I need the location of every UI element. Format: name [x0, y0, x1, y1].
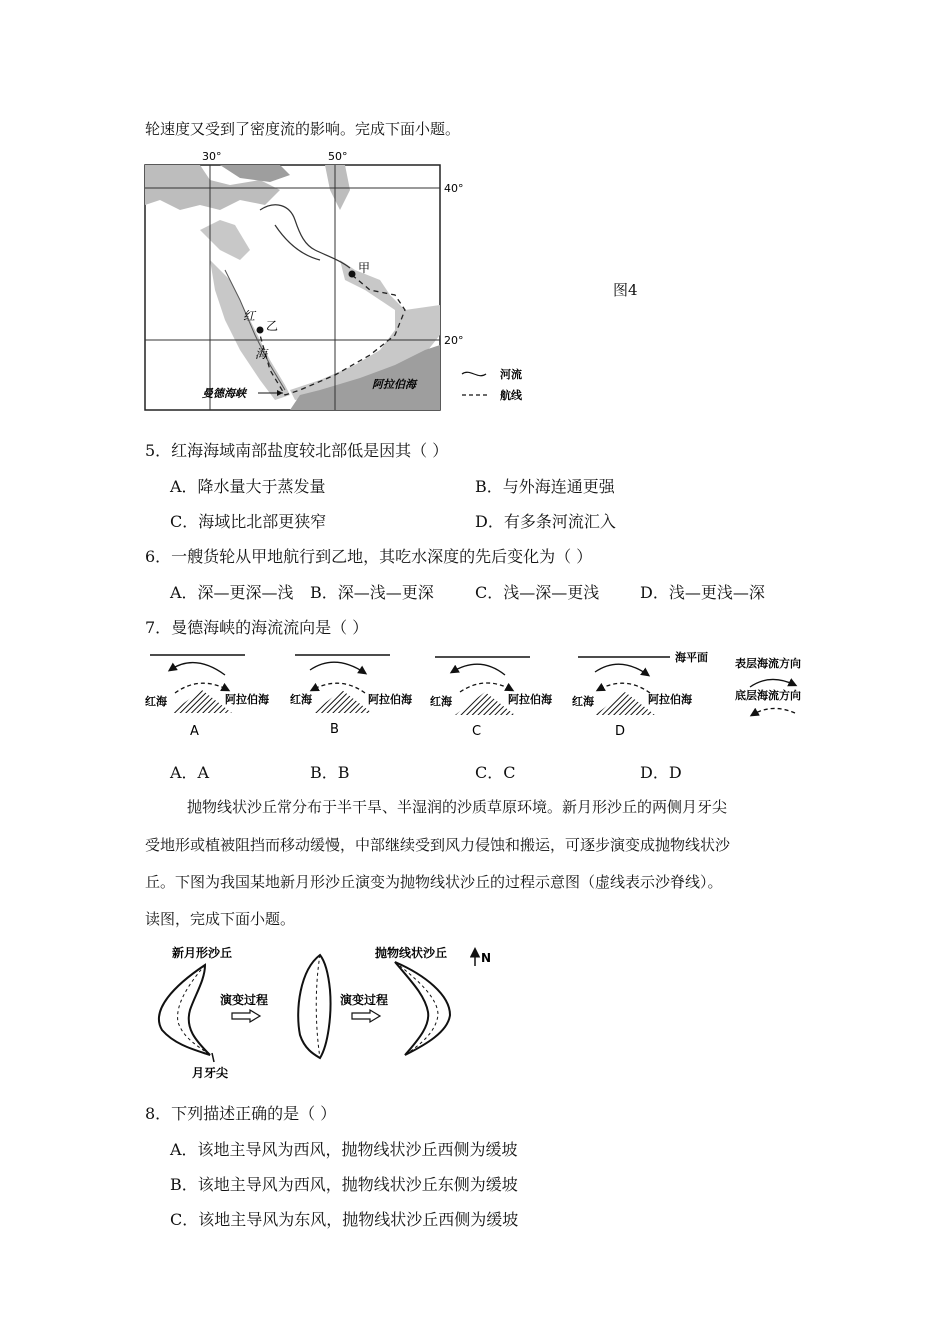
q6-option-c[interactable]: C．浅—深—更浅: [475, 583, 600, 602]
q7-option-b[interactable]: B．B: [310, 763, 350, 782]
diagram-a: [145, 655, 270, 739]
point-jia: [349, 271, 356, 278]
middle-dune: [298, 955, 330, 1058]
label-arabian-sea: 阿拉伯海: [372, 378, 416, 391]
diagram-b: [290, 655, 413, 737]
svg-text:红海: 红海: [572, 695, 594, 708]
diagram-c-surface-arrow: [452, 664, 505, 675]
diagram-d: [572, 650, 708, 739]
q6-option-d[interactable]: D．浅—更浅—深: [640, 583, 765, 602]
legend-river-symbol: [462, 372, 486, 375]
diagram-a-sill: [170, 690, 232, 713]
q5-option-d[interactable]: D．有多条河流汇入: [475, 512, 616, 531]
current-diagrams: [140, 645, 820, 745]
q6-stem: 6．一艘货轮从甲地航行到乙地，其吃水深度的先后变化为（ ）: [145, 547, 593, 566]
q6-option-a[interactable]: A．深—更深—浅: [170, 583, 294, 602]
label-red-2: 海: [255, 347, 268, 361]
svg-text:A: A: [190, 724, 199, 739]
crescent-dune: [159, 965, 210, 1055]
q7-option-d[interactable]: D．D: [640, 763, 682, 782]
q5-option-c[interactable]: C．海域比北部更狭窄: [170, 512, 327, 531]
lat-label-20: 20°: [444, 334, 464, 347]
diagram-c-sill: [455, 692, 515, 715]
label-jia: 甲: [358, 261, 371, 275]
process-arrow-2: [352, 1010, 380, 1022]
q6-option-b[interactable]: B．深—浅—更深: [310, 583, 434, 602]
svg-text:红海: 红海: [290, 693, 312, 706]
q5-option-a[interactable]: A．降水量大于蒸发量: [170, 477, 326, 496]
label-horn: 月牙尖: [192, 1066, 229, 1080]
svg-text:红海: 红海: [430, 695, 452, 708]
point-yi: [257, 327, 264, 334]
passage-line-3: 丘。下图为我国某地新月形沙丘演变为抛物线状沙丘的过程示意图（虚线表示沙脊线）。: [145, 873, 723, 891]
q5-option-b[interactable]: B．与外海连通更强: [475, 477, 615, 496]
process-arrow-1: [232, 1010, 260, 1022]
passage-line-2: 受地形或植被阻挡而移动缓慢，中部继续受到风力侵蚀和搬运，可逐步演变成抛物线状沙: [145, 836, 731, 854]
diagram-c: [430, 657, 553, 739]
svg-text:B: B: [330, 722, 339, 737]
diagram-b-sill: [312, 690, 372, 713]
dune-evolution-figure: [150, 940, 510, 1085]
svg-text:海平面: 海平面: [675, 651, 708, 664]
q5-stem: 5．红海海域南部盐度较北部低是因其（ ）: [145, 441, 449, 460]
q8-stem: 8．下列描述正确的是（ ）: [145, 1104, 337, 1123]
label-crescent: 新月形沙丘: [172, 946, 233, 960]
label-red-1: 红: [243, 309, 256, 323]
lon-label-50: 50°: [328, 150, 348, 163]
label-process-2: 演变过程: [340, 993, 389, 1007]
svg-text:阿拉伯海: 阿拉伯海: [225, 693, 269, 706]
flow-legend: [735, 656, 801, 715]
svg-text:底层海流方向: 底层海流方向: [735, 689, 801, 702]
diagram-a-surface-arrow: [170, 663, 225, 675]
diagram-c-bottom-arrow: [460, 683, 512, 692]
diagram-d-sill: [595, 692, 655, 715]
label-north: N: [481, 951, 492, 965]
q7-option-a[interactable]: A．A: [170, 763, 210, 782]
svg-text:阿拉伯海: 阿拉伯海: [508, 693, 552, 706]
svg-text:C: C: [472, 724, 482, 739]
label-yi: 乙: [266, 319, 279, 333]
intro-text: 轮速度又受到了密度流的影响。完成下面小题。: [145, 120, 461, 138]
label-process-1: 演变过程: [220, 993, 269, 1007]
q8-option-b[interactable]: B．该地主导风为西风，抛物线状沙丘东侧为缓坡: [170, 1175, 518, 1194]
legend-route-label: 航线: [500, 389, 522, 402]
svg-text:阿拉伯海: 阿拉伯海: [648, 693, 692, 706]
q8-option-a[interactable]: A．该地主导风为西风，抛物线状沙丘西侧为缓坡: [170, 1140, 518, 1159]
parabolic-dune: [395, 962, 450, 1055]
passage-line-4: 读图，完成下面小题。: [145, 910, 296, 928]
label-parabolic: 抛物线状沙丘: [375, 946, 448, 960]
diagram-b-surface-arrow: [310, 662, 365, 673]
svg-text:红海: 红海: [145, 695, 167, 708]
svg-text:表层海流方向: 表层海流方向: [735, 657, 801, 670]
red-sea-map: [140, 150, 540, 415]
q7-stem: 7．曼德海峡的海流流向是（ ）: [145, 618, 369, 637]
legend-river-label: 河流: [500, 368, 522, 381]
figure-caption: 图4: [613, 281, 638, 299]
svg-text:阿拉伯海: 阿拉伯海: [368, 693, 412, 706]
q8-option-c[interactable]: C．该地主导风为东风，抛物线状沙丘西侧为缓坡: [170, 1210, 519, 1229]
svg-text:D: D: [615, 724, 626, 739]
q7-option-c[interactable]: C．C: [475, 763, 516, 782]
lat-label-40: 40°: [444, 182, 464, 195]
passage-line-1: 抛物线状沙丘常分布于半干旱、半湿润的沙质草原环境。新月形沙丘的两侧月牙尖: [187, 798, 728, 816]
diagram-b-bottom-arrow: [312, 683, 365, 693]
label-strait: 曼德海峡: [202, 387, 246, 400]
diagram-d-surface-arrow: [595, 664, 648, 675]
diagram-d-bottom-arrow: [598, 683, 650, 693]
lon-label-30: 30°: [202, 150, 222, 163]
